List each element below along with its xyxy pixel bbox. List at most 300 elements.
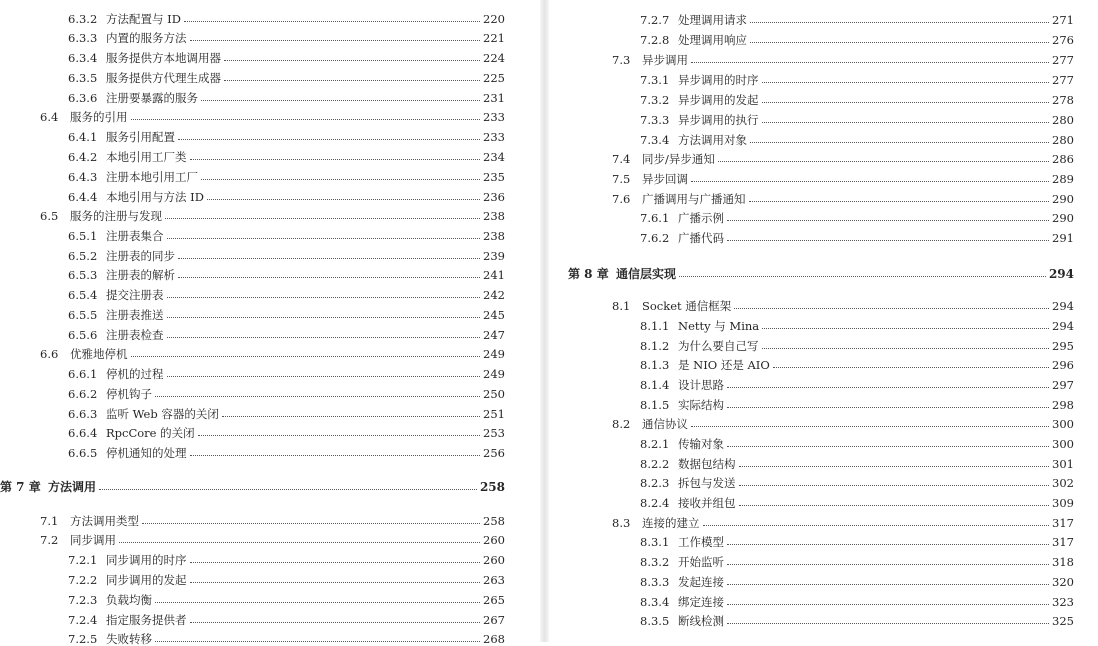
toc-page-number: 300 — [1052, 437, 1074, 451]
toc-title: 指定服务提供者 — [106, 613, 187, 627]
toc-title: 断线检测 — [678, 614, 724, 628]
toc-title: 连接的建立 — [642, 516, 700, 530]
toc-page-number: 295 — [1052, 339, 1074, 353]
toc-entry — [40, 343, 505, 361]
toc-page-number: 286 — [1052, 152, 1074, 166]
toc-title: 方法调用对象 — [678, 133, 747, 147]
toc-entry — [68, 549, 505, 567]
toc-page-number: 221 — [483, 31, 505, 45]
toc-page-number: 278 — [1052, 93, 1074, 107]
dot-leader — [167, 337, 481, 338]
toc-entry — [640, 591, 1074, 609]
toc-page-number: 249 — [483, 367, 505, 381]
toc-page-number: 220 — [483, 12, 505, 26]
toc-title: 同步调用 — [70, 533, 116, 547]
toc-entry — [68, 166, 505, 184]
toc-page-number: 263 — [483, 573, 505, 587]
toc-number: 6.6.1 — [68, 367, 98, 381]
toc-entry — [640, 335, 1074, 353]
dot-leader — [727, 564, 1049, 565]
toc-page-number: 290 — [1052, 192, 1074, 206]
toc-page-number: 302 — [1052, 476, 1074, 490]
toc-title: 接收并组包 — [678, 496, 736, 510]
toc-page-number: 277 — [1052, 73, 1074, 87]
toc-entry — [640, 89, 1074, 107]
dot-leader — [762, 122, 1050, 123]
toc-page-number: 291 — [1052, 231, 1074, 245]
toc-title: 发起连接 — [678, 575, 724, 589]
left-toc-page — [0, 0, 540, 646]
toc-number: 8.3.1 — [640, 535, 670, 549]
toc-page-number: 280 — [1052, 113, 1074, 127]
dot-leader — [762, 82, 1050, 83]
toc-entry — [640, 315, 1074, 333]
dot-leader — [727, 604, 1049, 605]
toc-title: 失败转移 — [106, 632, 152, 646]
toc-number: 8.3.5 — [640, 614, 670, 628]
toc-number: 8.2.1 — [640, 437, 670, 451]
toc-number: 6.5.6 — [68, 328, 98, 342]
toc-title: 异步调用 — [642, 53, 688, 67]
toc-number: 第 8 章 — [568, 267, 609, 281]
toc-entry — [640, 227, 1074, 245]
toc-number: 7.2.4 — [68, 613, 98, 627]
toc-title: 负载均衡 — [106, 593, 152, 607]
toc-page-number: 318 — [1052, 555, 1074, 569]
toc-number: 6.6.5 — [68, 446, 98, 460]
toc-page-number: 234 — [483, 150, 505, 164]
dot-leader — [718, 161, 1049, 162]
toc-number: 8.1.5 — [640, 398, 670, 412]
toc-number: 6.5.5 — [68, 308, 98, 322]
toc-title: 服务提供方代理生成器 — [106, 71, 221, 85]
dot-leader — [762, 328, 1049, 329]
toc-title: 注册本地引用工厂 — [106, 170, 198, 184]
toc-number: 6.4 — [40, 110, 59, 124]
toc-entry — [68, 363, 505, 381]
dot-leader — [749, 201, 1050, 202]
toc-page-number: 258 — [479, 480, 505, 494]
toc-entry — [40, 510, 505, 528]
toc-entry — [640, 129, 1074, 147]
toc-title: 传输对象 — [678, 437, 724, 451]
toc-entry — [640, 433, 1074, 451]
dot-leader — [198, 435, 480, 436]
dot-leader — [190, 159, 481, 160]
toc-number: 8.1.4 — [640, 378, 670, 392]
toc-page-number: 258 — [483, 514, 505, 528]
toc-number: 6.6.2 — [68, 387, 98, 401]
toc-entry — [68, 225, 505, 243]
toc-title: 优雅地停机 — [70, 347, 128, 361]
toc-entry — [640, 207, 1074, 225]
toc-page-number: 238 — [483, 209, 505, 223]
toc-title: 注册表的同步 — [106, 249, 175, 263]
toc-number: 7.2.7 — [640, 13, 670, 27]
toc-title: 方法调用类型 — [70, 514, 139, 528]
toc-entry — [640, 531, 1074, 549]
toc-number: 8.3 — [612, 516, 631, 530]
toc-title: 方法配置与 ID — [106, 12, 181, 26]
toc-page-number: 256 — [483, 446, 505, 460]
toc-page-number: 265 — [483, 593, 505, 607]
toc-entry — [68, 589, 505, 607]
toc-number: 7.6.2 — [640, 231, 670, 245]
dot-leader — [184, 21, 480, 22]
toc-title: 注册要暴露的服务 — [106, 91, 198, 105]
toc-chapter-entry — [568, 263, 1074, 281]
dot-leader — [224, 60, 480, 61]
toc-title: 广播代码 — [678, 231, 724, 245]
toc-entry — [612, 49, 1074, 67]
dot-leader — [750, 142, 1049, 143]
toc-title: 数据包结构 — [678, 457, 736, 471]
dot-leader — [691, 62, 1049, 63]
dot-leader — [190, 455, 481, 456]
toc-page-number: 271 — [1052, 13, 1074, 27]
toc-entry — [640, 374, 1074, 392]
toc-number: 7.2.1 — [68, 553, 98, 567]
toc-entry — [640, 69, 1074, 87]
toc-number: 6.4.1 — [68, 130, 98, 144]
toc-page-number: 238 — [483, 229, 505, 243]
toc-page-number: 300 — [1052, 417, 1074, 431]
toc-entry — [640, 29, 1074, 47]
toc-title: 监听 Web 容器的关闭 — [106, 407, 219, 421]
dot-leader — [727, 407, 1049, 408]
toc-number: 7.3.1 — [640, 73, 670, 87]
toc-title: 通信协议 — [642, 417, 688, 431]
toc-number: 8.1.2 — [640, 339, 670, 353]
toc-entry — [68, 87, 505, 105]
toc-entry — [612, 413, 1074, 431]
dot-leader — [201, 100, 480, 101]
toc-entry — [640, 9, 1074, 27]
dot-leader — [167, 238, 481, 239]
toc-entry — [68, 146, 505, 164]
toc-number: 6.5.1 — [68, 229, 98, 243]
toc-number: 7.3.2 — [640, 93, 670, 107]
toc-number: 6.5 — [40, 209, 59, 223]
dot-leader — [762, 348, 1050, 349]
toc-page-number: 235 — [483, 170, 505, 184]
toc-title: 停机钩子 — [106, 387, 152, 401]
toc-entry — [68, 609, 505, 627]
toc-page-number: 253 — [483, 426, 505, 440]
dot-leader — [727, 240, 1049, 241]
toc-title: 本地引用工厂类 — [106, 150, 187, 164]
toc-page-number: 294 — [1052, 299, 1074, 313]
dot-leader — [773, 367, 1049, 368]
toc-number: 7.6.1 — [640, 211, 670, 225]
toc-number: 6.4.4 — [68, 190, 98, 204]
toc-title: 提交注册表 — [106, 288, 164, 302]
toc-page-number: 249 — [483, 347, 505, 361]
dot-leader — [99, 489, 477, 490]
toc-page-number: 239 — [483, 249, 505, 263]
toc-page-number: 280 — [1052, 133, 1074, 147]
toc-page-number: 241 — [483, 268, 505, 282]
toc-entry — [640, 354, 1074, 372]
toc-title: 处理调用响应 — [678, 33, 747, 47]
toc-title: 设计思路 — [678, 378, 724, 392]
toc-title: 内置的服务方法 — [106, 31, 187, 45]
toc-title: 处理调用请求 — [678, 13, 747, 27]
dot-leader — [190, 40, 481, 41]
dot-leader — [207, 199, 480, 200]
toc-page-number: 320 — [1052, 575, 1074, 589]
toc-number: 8.1 — [612, 299, 631, 313]
toc-title: 通信层实现 — [616, 267, 677, 281]
dot-leader — [727, 220, 1049, 221]
toc-chapter-entry — [0, 476, 505, 494]
dot-leader — [224, 80, 480, 81]
toc-page-number: 298 — [1052, 398, 1074, 412]
toc-page-number: 309 — [1052, 496, 1074, 510]
toc-title: 开始监听 — [678, 555, 724, 569]
dot-leader — [739, 505, 1050, 506]
toc-entry — [640, 492, 1074, 510]
toc-entry — [640, 610, 1074, 628]
toc-page-number: 251 — [483, 407, 505, 421]
toc-title: 服务的引用 — [70, 110, 128, 124]
toc-title: 异步调用的时序 — [678, 73, 759, 87]
dot-leader — [750, 22, 1049, 23]
toc-title: 广播调用与广播通知 — [642, 192, 746, 206]
toc-title: 异步调用的执行 — [678, 113, 759, 127]
toc-title: 绑定连接 — [678, 595, 724, 609]
toc-page-number: 296 — [1052, 358, 1074, 372]
toc-page-number: 242 — [483, 288, 505, 302]
dot-leader — [727, 387, 1049, 388]
dot-leader — [727, 446, 1049, 447]
toc-entry — [612, 148, 1074, 166]
toc-number: 7.1 — [40, 514, 59, 528]
toc-page-number: 260 — [483, 533, 505, 547]
toc-entry — [68, 264, 505, 282]
toc-entry — [68, 67, 505, 85]
toc-number: 7.2.8 — [640, 33, 670, 47]
toc-title: 注册表集合 — [106, 229, 164, 243]
toc-number: 6.4.3 — [68, 170, 98, 184]
toc-page-number: 236 — [483, 190, 505, 204]
toc-page-number: 224 — [483, 51, 505, 65]
dot-leader — [727, 584, 1049, 585]
toc-title: 服务的注册与发现 — [70, 209, 162, 223]
toc-title: Netty 与 Mina — [678, 319, 760, 333]
toc-page-number: 231 — [483, 91, 505, 105]
toc-page-number: 247 — [483, 328, 505, 342]
toc-number: 7.3.3 — [640, 113, 670, 127]
dot-leader — [165, 218, 480, 219]
toc-title: 本地引用与方法 ID — [106, 190, 204, 204]
toc-entry — [640, 551, 1074, 569]
toc-number: 6.5.2 — [68, 249, 98, 263]
toc-entry — [68, 8, 505, 26]
toc-entry — [68, 628, 505, 646]
toc-number: 6.5.3 — [68, 268, 98, 282]
toc-number: 8.2.4 — [640, 496, 670, 510]
dot-leader — [178, 258, 480, 259]
toc-title: 拆包与发送 — [678, 476, 736, 490]
dot-leader — [178, 139, 480, 140]
toc-page-number: 277 — [1052, 53, 1074, 67]
toc-entry — [640, 453, 1074, 471]
toc-number: 8.2.3 — [640, 476, 670, 490]
toc-title: 同步/异步通知 — [642, 152, 715, 166]
toc-page-number: 267 — [483, 613, 505, 627]
toc-page-number: 260 — [483, 553, 505, 567]
toc-number: 7.3.4 — [640, 133, 670, 147]
toc-title: 服务提供方本地调用器 — [106, 51, 221, 65]
toc-title: 注册表的解析 — [106, 268, 175, 282]
toc-entry — [68, 284, 505, 302]
toc-title: 工作模型 — [678, 535, 724, 549]
toc-number: 6.4.2 — [68, 150, 98, 164]
toc-entry — [640, 472, 1074, 490]
toc-page-number: 301 — [1052, 457, 1074, 471]
toc-number: 第 7 章 — [0, 480, 41, 494]
toc-title: 实际结构 — [678, 398, 724, 412]
toc-entry — [40, 205, 505, 223]
toc-page-number: 233 — [483, 110, 505, 124]
dot-leader — [739, 466, 1050, 467]
toc-number: 8.1.3 — [640, 358, 670, 372]
toc-entry — [68, 186, 505, 204]
toc-entry — [40, 529, 505, 547]
dot-leader — [167, 376, 481, 377]
toc-page-number: 245 — [483, 308, 505, 322]
toc-number: 8.3.3 — [640, 575, 670, 589]
toc-number: 6.3.6 — [68, 91, 98, 105]
dot-leader — [750, 42, 1049, 43]
toc-page-number: 250 — [483, 387, 505, 401]
dot-leader — [727, 623, 1049, 624]
toc-number: 8.1.1 — [640, 319, 670, 333]
toc-title: 服务引用配置 — [106, 130, 175, 144]
toc-number: 7.2 — [40, 533, 59, 547]
toc-entry — [68, 126, 505, 144]
toc-entry — [68, 324, 505, 342]
toc-number: 7.3 — [612, 53, 631, 67]
toc-number: 7.2.3 — [68, 593, 98, 607]
toc-entry — [612, 295, 1074, 313]
toc-page-number: 294 — [1048, 267, 1074, 281]
toc-number: 7.2.2 — [68, 573, 98, 587]
toc-entry — [68, 304, 505, 322]
dot-leader — [762, 102, 1050, 103]
dot-leader — [691, 181, 1049, 182]
dot-leader — [167, 297, 481, 298]
toc-page-number: 290 — [1052, 211, 1074, 225]
toc-page-number: 276 — [1052, 33, 1074, 47]
toc-entry — [68, 27, 505, 45]
dot-leader — [155, 602, 480, 603]
toc-entry — [68, 442, 505, 460]
toc-page-number: 325 — [1052, 614, 1074, 628]
toc-number: 6.6.3 — [68, 407, 98, 421]
toc-entry — [68, 403, 505, 421]
toc-number: 7.2.5 — [68, 632, 98, 646]
toc-page-number: 289 — [1052, 172, 1074, 186]
book-gutter — [540, 0, 549, 642]
toc-entry — [68, 47, 505, 65]
dot-leader — [679, 276, 1046, 277]
dot-leader — [190, 562, 481, 563]
toc-title: 注册表检查 — [106, 328, 164, 342]
dot-leader — [190, 622, 481, 623]
toc-entry — [612, 168, 1074, 186]
toc-page-number: 294 — [1052, 319, 1074, 333]
toc-number: 6.3.2 — [68, 12, 98, 26]
toc-entry — [68, 245, 505, 263]
toc-title: 方法调用 — [48, 480, 97, 494]
dot-leader — [190, 582, 481, 583]
toc-page-number: 268 — [483, 632, 505, 646]
dot-leader — [739, 485, 1050, 486]
dot-leader — [178, 277, 480, 278]
toc-title: Socket 通信框架 — [642, 299, 732, 313]
toc-number: 8.2.2 — [640, 457, 670, 471]
dot-leader — [155, 396, 480, 397]
dot-leader — [142, 523, 480, 524]
toc-title: 注册表推送 — [106, 308, 164, 322]
toc-entry — [40, 106, 505, 124]
toc-number: 6.5.4 — [68, 288, 98, 302]
dot-leader — [727, 544, 1049, 545]
dot-leader — [703, 525, 1050, 526]
toc-page-number: 233 — [483, 130, 505, 144]
toc-title: 广播示例 — [678, 211, 724, 225]
toc-title: 同步调用的时序 — [106, 553, 187, 567]
toc-page-number: 297 — [1052, 378, 1074, 392]
toc-page-number: 323 — [1052, 595, 1074, 609]
toc-number: 6.3.3 — [68, 31, 98, 45]
toc-entry — [68, 569, 505, 587]
toc-title: 同步调用的发起 — [106, 573, 187, 587]
toc-title: 为什么要自己写 — [678, 339, 759, 353]
toc-entry — [640, 394, 1074, 412]
toc-number: 8.3.4 — [640, 595, 670, 609]
dot-leader — [167, 317, 481, 318]
toc-number: 6.6 — [40, 347, 59, 361]
toc-page-number: 317 — [1052, 535, 1074, 549]
toc-number: 8.3.2 — [640, 555, 670, 569]
toc-entry — [68, 383, 505, 401]
dot-leader — [201, 179, 480, 180]
toc-number: 8.2 — [612, 417, 631, 431]
toc-number: 6.3.4 — [68, 51, 98, 65]
dot-leader — [131, 356, 481, 357]
toc-page-number: 317 — [1052, 516, 1074, 530]
right-toc-page — [549, 0, 1098, 642]
dot-leader — [734, 308, 1049, 309]
toc-entry — [612, 512, 1074, 530]
dot-leader — [131, 119, 481, 120]
toc-number: 7.6 — [612, 192, 631, 206]
toc-title: 异步回调 — [642, 172, 688, 186]
toc-title: 是 NIO 还是 AIO — [678, 358, 770, 372]
dot-leader — [222, 416, 480, 417]
dot-leader — [119, 542, 480, 543]
toc-number: 7.5 — [612, 172, 631, 186]
toc-entry — [68, 422, 505, 440]
toc-title: RpcCore 的关闭 — [106, 426, 195, 440]
toc-title: 异步调用的发起 — [678, 93, 759, 107]
toc-number: 6.6.4 — [68, 426, 98, 440]
toc-entry — [612, 188, 1074, 206]
toc-title: 停机的过程 — [106, 367, 164, 381]
